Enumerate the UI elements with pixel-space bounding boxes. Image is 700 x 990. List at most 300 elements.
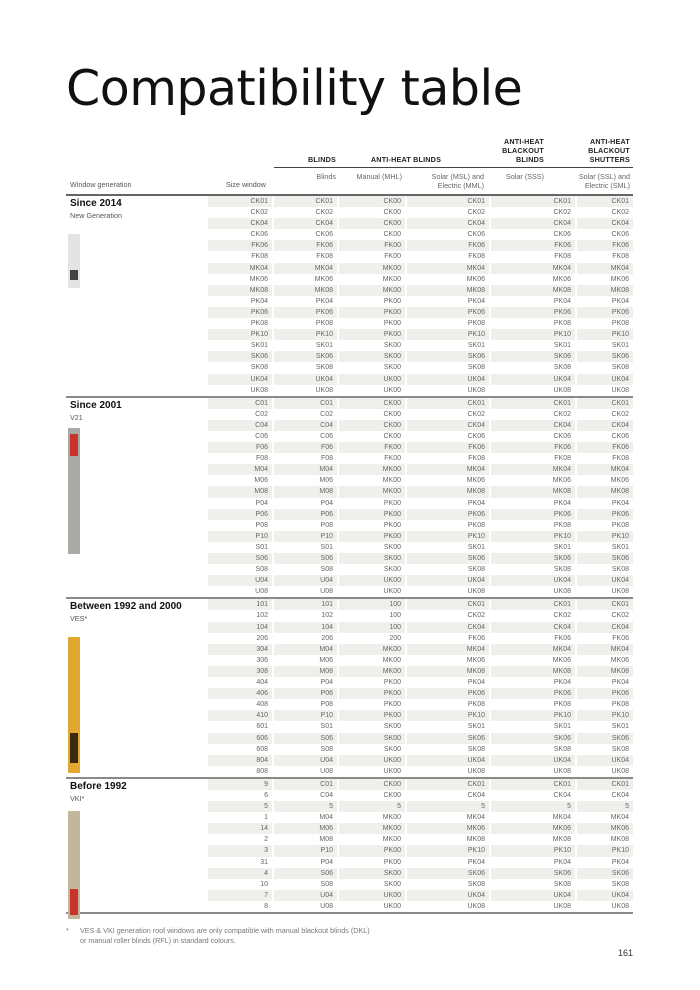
product-code-cell: MK00 (382, 656, 401, 664)
table-header (66, 135, 633, 195)
product-code-cell: CK06 (611, 432, 629, 440)
size-window-cell: 408 (256, 701, 268, 709)
product-code-cell: UK04 (577, 575, 633, 586)
size-window-cell: 8 (264, 902, 268, 910)
product-code-cell: CK04 (577, 218, 633, 229)
product-code-cell: UK00 (383, 902, 401, 910)
product-code-cell: SK08 (611, 880, 629, 888)
product-code-cell: 5 (407, 801, 489, 812)
size-window-cell: 10 (260, 880, 268, 888)
product-code-cell: SK08 (611, 364, 629, 372)
product-code-cell: PK04 (611, 858, 629, 866)
product-code-cell: CK02 (611, 410, 629, 418)
product-code-cell: P08 (320, 521, 333, 529)
product-code-cell: M04 (274, 644, 337, 655)
product-code-cell: CK04 (611, 791, 629, 799)
product-code-cell: CK04 (274, 218, 337, 229)
table-row (208, 823, 633, 834)
section-title: Between 1992 and 2000 (70, 601, 182, 613)
product-code-cell: SK08 (611, 745, 629, 753)
table-row (208, 464, 633, 475)
product-code-cell: 100 (339, 599, 405, 610)
product-code-cell: 5 (274, 801, 337, 812)
product-code-cell: PK10 (577, 329, 633, 340)
table-row (208, 251, 633, 262)
size-window-cell: PK10 (208, 329, 272, 340)
product-code-cell: SK06 (274, 351, 337, 362)
product-code-cell: MK08 (274, 285, 337, 296)
product-code-cell: P06 (274, 509, 337, 520)
product-code-cell: SK08 (553, 745, 571, 753)
product-code-cell: M08 (319, 836, 333, 844)
section-heading (70, 781, 127, 804)
product-code-cell: SK06 (491, 351, 575, 362)
product-code-cell: PK00 (339, 307, 405, 318)
product-code-cell: MK04 (491, 263, 575, 274)
compatibility-table-body (66, 196, 633, 914)
size-window-header: Size window (226, 180, 266, 189)
product-code-cell: PK00 (383, 521, 401, 529)
size-window-cell: C02 (255, 410, 268, 418)
product-code-cell: MK06 (466, 477, 485, 485)
product-code-cell: CK00 (383, 791, 401, 799)
product-code-cell: UK08 (553, 902, 571, 910)
size-window-cell: 808 (256, 767, 268, 775)
product-code-cell: FK08 (316, 253, 333, 261)
product-code-cell: U08 (320, 902, 333, 910)
product-code-cell: SK00 (383, 364, 401, 372)
product-code-cell: SK08 (467, 566, 485, 574)
product-code-cell: U08 (320, 767, 333, 775)
size-window-cell: PK08 (250, 320, 268, 328)
product-code-cell: SK06 (407, 868, 489, 879)
size-window-cell: CK01 (208, 196, 272, 207)
product-code-cell: PK04 (553, 297, 571, 305)
product-code-cell: CK04 (491, 622, 575, 633)
section-1 (66, 398, 633, 600)
product-code-cell: MK00 (382, 275, 401, 283)
product-code-cell: CK00 (383, 209, 401, 217)
product-code-cell: MK00 (382, 836, 401, 844)
product-code-cell: PK00 (339, 329, 405, 340)
product-code-cell: FK06 (491, 442, 575, 453)
product-code-cell: SK06 (407, 351, 489, 362)
product-code-cell: PK10 (407, 845, 489, 856)
table-row (208, 901, 633, 912)
size-window-cell: PK06 (208, 307, 272, 318)
product-code-cell: FK06 (612, 634, 629, 642)
size-window-cell: P10 (208, 531, 272, 542)
table-row (208, 677, 633, 688)
section-heading (70, 400, 122, 423)
product-code-cell: C01 (274, 398, 337, 409)
table-row (208, 509, 633, 520)
product-code-cell: MK00 (339, 644, 405, 655)
product-code-cell: MK06 (610, 656, 629, 664)
table-row (208, 644, 633, 655)
product-code-cell: UK08 (553, 588, 571, 596)
product-code-cell: MK04 (610, 814, 629, 822)
table-row (208, 374, 633, 385)
product-code-cell: CK04 (491, 218, 575, 229)
product-code-cell: SK08 (553, 364, 571, 372)
product-code-cell: 5 (491, 801, 575, 812)
group-anti-heat-blackout-shutters: ANTI-HEAT BLACKOUT SHUTTERS (588, 137, 630, 164)
size-window-cell: 6 (264, 791, 268, 799)
product-code-cell: MK04 (577, 644, 633, 655)
size-window-cell: S01 (255, 543, 268, 551)
table-row (208, 812, 633, 823)
product-code-cell: CK02 (611, 209, 629, 217)
section-subtitle: New Generation (70, 211, 122, 220)
product-code-cell: MK06 (466, 656, 485, 664)
group-blinds: BLINDS (308, 155, 336, 164)
product-code-cell: CK06 (611, 231, 629, 239)
product-code-cell: PK06 (491, 688, 575, 699)
size-window-cell: CK04 (208, 218, 272, 229)
product-code-cell: CK04 (407, 218, 489, 229)
table-row (208, 307, 633, 318)
product-code-cell: CK04 (491, 420, 575, 431)
product-code-cell: CK00 (339, 196, 405, 207)
product-code-cell: PK10 (407, 710, 489, 721)
product-code-cell: S08 (320, 745, 333, 753)
product-code-cell: CK04 (577, 420, 633, 431)
size-window-cell: 14 (208, 823, 272, 834)
product-code-cell: CK02 (611, 612, 629, 620)
product-code-cell: UK04 (491, 755, 575, 766)
product-code-cell: MK00 (382, 814, 401, 822)
product-code-cell: MK08 (407, 486, 489, 497)
product-code-cell: PK04 (611, 297, 629, 305)
product-code-cell: CK04 (407, 420, 489, 431)
column-blinds: Blinds (316, 172, 336, 181)
section-0 (66, 196, 633, 398)
product-code-cell: MK08 (491, 285, 575, 296)
product-code-cell: PK04 (467, 297, 485, 305)
product-code-cell: SK01 (315, 342, 333, 350)
product-code-cell: PK08 (553, 320, 571, 328)
product-code-cell: PK00 (339, 845, 405, 856)
product-code-cell: SK08 (315, 364, 333, 372)
product-code-cell: UK00 (339, 575, 405, 586)
product-code-cell: CK02 (553, 209, 571, 217)
product-code-cell: UK04 (407, 575, 489, 586)
product-code-cell: SK08 (611, 566, 629, 574)
size-window-cell: C01 (208, 398, 272, 409)
table-row (208, 531, 633, 542)
product-code-cell: MK08 (577, 285, 633, 296)
product-code-cell: PK08 (315, 320, 333, 328)
table-row (208, 868, 633, 879)
product-code-cell: SK08 (467, 745, 485, 753)
velux-logo-icon (70, 889, 78, 915)
product-code-cell: UK04 (491, 890, 575, 901)
size-window-cell: SK01 (250, 342, 268, 350)
product-code-cell: CK00 (339, 420, 405, 431)
product-code-cell: PK04 (315, 297, 333, 305)
page-title: Compatibility table (66, 60, 523, 117)
product-code-cell: MK06 (407, 823, 489, 834)
table-row (208, 475, 633, 486)
product-code-cell: SK08 (467, 364, 485, 372)
product-code-cell: PK04 (467, 499, 485, 507)
product-code-cell: PK06 (274, 307, 337, 318)
size-window-cell: 4 (208, 868, 272, 879)
product-code-cell: SK00 (383, 880, 401, 888)
product-code-cell: MK06 (610, 275, 629, 283)
product-code-cell: P04 (320, 499, 333, 507)
product-code-cell: PK06 (407, 307, 489, 318)
product-code-cell: 200 (389, 634, 401, 642)
table-row (208, 586, 633, 597)
product-code-cell: SK00 (383, 342, 401, 350)
product-code-cell: S06 (274, 733, 337, 744)
table-row (208, 622, 633, 633)
product-code-cell: CK04 (553, 791, 571, 799)
product-code-cell: C04 (320, 791, 333, 799)
size-window-cell: 1 (264, 814, 268, 822)
product-code-cell: CK06 (467, 432, 485, 440)
product-code-cell: PK04 (553, 858, 571, 866)
table-row (208, 240, 633, 251)
product-code-cell: CK04 (407, 622, 489, 633)
vki-label-image (68, 811, 80, 919)
product-code-cell: PK00 (383, 320, 401, 328)
table-row (208, 779, 633, 790)
product-code-cell: MK04 (407, 263, 489, 274)
product-code-cell: MK04 (407, 644, 489, 655)
table-row (208, 879, 633, 890)
table-row (208, 398, 633, 409)
table-row (208, 385, 633, 396)
table-row (208, 666, 633, 677)
product-code-cell: UK00 (339, 890, 405, 901)
product-code-cell: FK08 (468, 455, 485, 463)
product-code-cell: S06 (274, 553, 337, 564)
size-window-cell: FK08 (251, 253, 268, 261)
product-code-cell: PK04 (467, 679, 485, 687)
product-code-cell: 100 (389, 612, 401, 620)
product-code-cell: FK06 (554, 634, 571, 642)
product-code-cell: PK08 (611, 521, 629, 529)
product-code-cell: PK08 (467, 521, 485, 529)
product-code-cell: PK00 (339, 710, 405, 721)
size-window-cell: 206 (256, 634, 268, 642)
product-code-cell: PK06 (491, 509, 575, 520)
product-code-cell: PK06 (577, 509, 633, 520)
product-code-cell: CK00 (383, 231, 401, 239)
product-code-cell: C06 (320, 432, 333, 440)
product-code-cell: PK10 (491, 531, 575, 542)
product-code-cell: CK02 (467, 612, 485, 620)
product-code-cell: SK06 (577, 733, 633, 744)
table-row (208, 486, 633, 497)
product-code-cell: 5 (577, 801, 633, 812)
footnote-line-2: or manual roller blinds (RFL) in standard colours. (80, 936, 236, 945)
product-code-cell: SK01 (467, 723, 485, 731)
column-solar-ssl: Solar (SSL) and Electric (SML) (578, 172, 630, 190)
size-window-cell: CK06 (250, 231, 268, 239)
product-code-cell: PK04 (611, 499, 629, 507)
product-code-cell: UK04 (407, 755, 489, 766)
ves-label-image (68, 637, 80, 773)
product-code-cell: PK00 (383, 701, 401, 709)
product-code-cell: CK01 (491, 196, 575, 207)
size-window-cell: 304 (208, 644, 272, 655)
footnote-marker: * (66, 926, 69, 935)
section-2 (66, 599, 633, 779)
size-window-cell: 608 (256, 745, 268, 753)
product-code-cell: MK04 (577, 263, 633, 274)
product-code-cell: CK02 (553, 612, 571, 620)
product-code-cell: SK08 (467, 880, 485, 888)
table-row (208, 655, 633, 666)
product-code-cell: SK01 (467, 543, 485, 551)
product-code-cell: CK06 (467, 231, 485, 239)
product-code-cell: MK00 (339, 464, 405, 475)
product-code-cell: PK10 (491, 710, 575, 721)
product-code-cell: M06 (274, 823, 337, 834)
product-code-cell: S01 (320, 723, 333, 731)
size-window-cell: MK06 (249, 275, 268, 283)
table-row (208, 755, 633, 766)
product-code-cell: SK06 (407, 733, 489, 744)
table-row (208, 790, 633, 801)
product-code-cell: CK01 (491, 779, 575, 790)
product-code-cell: CK01 (407, 398, 489, 409)
product-code-cell: UK08 (467, 588, 485, 596)
size-window-cell: SK08 (250, 364, 268, 372)
product-code-cell: PK10 (577, 710, 633, 721)
product-code-cell: CK02 (467, 209, 485, 217)
product-code-cell: FK08 (554, 253, 571, 261)
size-window-cell: 101 (208, 599, 272, 610)
table-row (208, 453, 633, 464)
product-code-cell: UK00 (383, 386, 401, 394)
size-window-cell: 9 (208, 779, 272, 790)
product-code-cell: SK00 (339, 351, 405, 362)
product-code-cell: UK08 (611, 767, 629, 775)
column-manual-mhl: Manual (MHL) (356, 172, 402, 181)
product-code-cell: MK06 (610, 477, 629, 485)
size-window-cell: P04 (255, 499, 268, 507)
product-code-cell: SK00 (383, 723, 401, 731)
product-code-cell: UK08 (467, 767, 485, 775)
table-row (208, 442, 633, 453)
table-row (208, 520, 633, 531)
product-code-cell: PK00 (383, 858, 401, 866)
group-anti-heat-blinds: ANTI-HEAT BLINDS (370, 155, 442, 164)
product-code-cell: PK10 (407, 531, 489, 542)
new-generation-label-image (68, 234, 80, 288)
product-code-cell: CK01 (407, 779, 489, 790)
product-code-cell: MK00 (382, 477, 401, 485)
product-code-cell: CK00 (339, 779, 405, 790)
product-code-cell: UK08 (315, 386, 333, 394)
product-code-cell: PK06 (577, 307, 633, 318)
product-code-cell: C04 (274, 420, 337, 431)
size-window-cell: M08 (208, 486, 272, 497)
product-code-cell: MK06 (314, 275, 333, 283)
product-code-cell: UK04 (577, 755, 633, 766)
product-code-cell: MK06 (577, 823, 633, 834)
table-row (208, 420, 633, 431)
product-code-cell: PK10 (274, 329, 337, 340)
product-code-cell: FK08 (468, 253, 485, 261)
table-row (208, 542, 633, 553)
product-code-cell: P10 (274, 710, 337, 721)
product-code-cell: MK06 (552, 275, 571, 283)
size-window-cell: 410 (208, 710, 272, 721)
table-row (208, 575, 633, 586)
product-code-cell: UK08 (467, 902, 485, 910)
velux-logo-icon (70, 434, 78, 456)
size-window-cell: 102 (256, 612, 268, 620)
product-code-cell: UK04 (274, 374, 337, 385)
product-code-cell: CK01 (491, 398, 575, 409)
product-code-cell: CK04 (467, 791, 485, 799)
section-title: Since 2001 (70, 399, 122, 411)
section-heading (70, 601, 182, 624)
section-title: Since 2014 (70, 198, 122, 209)
size-window-cell: 5 (208, 801, 272, 812)
product-code-cell: UK04 (491, 374, 575, 385)
product-code-cell: SK06 (407, 553, 489, 564)
product-code-cell: FK08 (612, 455, 629, 463)
table-row (208, 296, 633, 307)
size-window-cell: U08 (255, 588, 268, 596)
product-code-cell: UK04 (577, 374, 633, 385)
product-code-cell: FK00 (339, 442, 405, 453)
product-code-cell: C01 (274, 779, 337, 790)
product-code-cell: CK02 (553, 410, 571, 418)
product-code-cell: CK02 (315, 209, 333, 217)
product-code-cell: CK01 (577, 196, 633, 207)
product-code-cell: SK01 (553, 543, 571, 551)
product-code-cell: PK08 (553, 701, 571, 709)
product-code-cell: MK06 (552, 656, 571, 664)
product-code-cell: U04 (274, 890, 337, 901)
table-row (208, 340, 633, 351)
product-code-cell: SK00 (383, 566, 401, 574)
size-window-cell: M04 (208, 464, 272, 475)
product-code-cell: MK04 (466, 814, 485, 822)
product-code-cell: PK06 (407, 688, 489, 699)
product-code-cell: CK01 (491, 599, 575, 610)
product-code-cell: MK00 (339, 823, 405, 834)
product-code-cell: UK00 (339, 374, 405, 385)
product-code-cell: CK00 (339, 218, 405, 229)
size-window-cell: U04 (208, 575, 272, 586)
product-code-cell: CK01 (577, 599, 633, 610)
product-code-cell: SK00 (383, 745, 401, 753)
product-code-cell: MK04 (274, 263, 337, 274)
product-code-cell: UK08 (467, 386, 485, 394)
product-code-cell: UK00 (383, 767, 401, 775)
product-code-cell: UK00 (383, 588, 401, 596)
product-code-cell: FK00 (384, 253, 401, 261)
product-code-cell: CK06 (315, 231, 333, 239)
product-code-cell: P04 (320, 679, 333, 687)
product-code-cell: PK10 (491, 845, 575, 856)
section-subtitle: VKI* (70, 793, 85, 803)
product-code-cell: FK06 (274, 240, 337, 251)
product-code-cell: PK06 (407, 509, 489, 520)
table-row (208, 633, 633, 644)
table-row (208, 610, 633, 621)
product-code-cell: PK10 (577, 531, 633, 542)
